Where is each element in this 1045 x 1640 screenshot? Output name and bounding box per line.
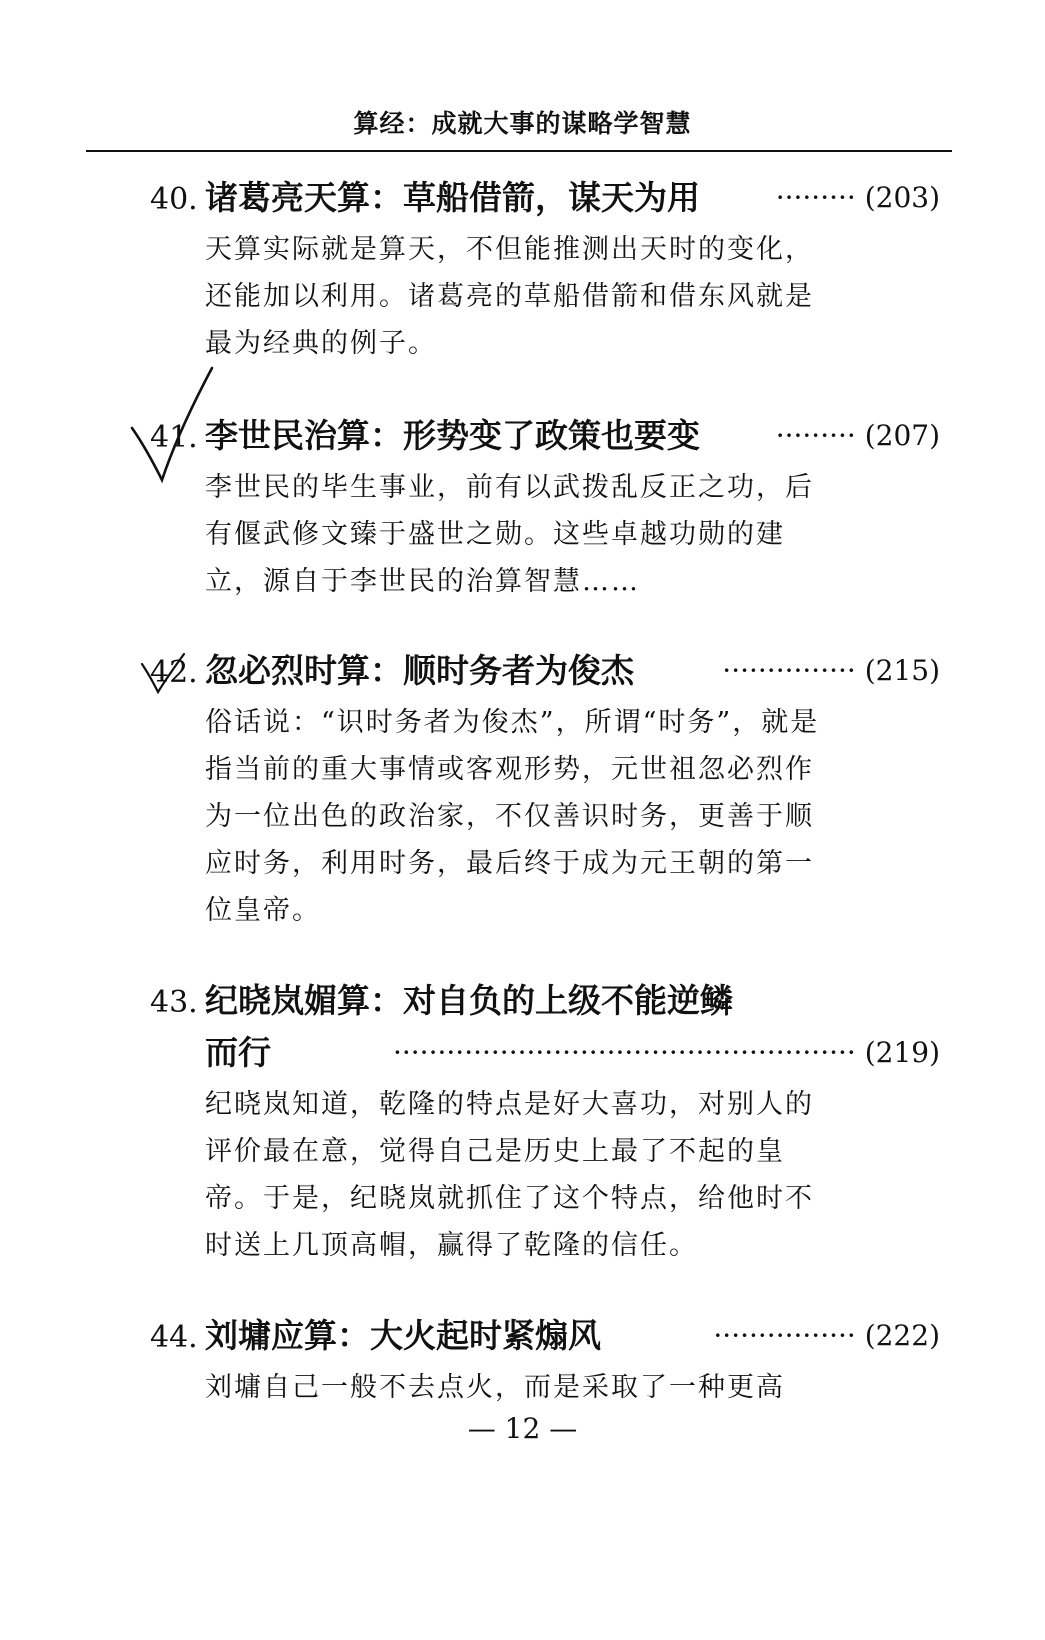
entry-description: 天算实际就是算天，不但能推测出天时的变化，还能加以利用。诸葛亮的草船借箭和借东风就是最为经典的例子。 (205, 234, 814, 359)
toc-entry-41 (150, 410, 940, 605)
entry-title-line (150, 975, 940, 1027)
entry-page-ref: ··············· (215) (722, 645, 940, 697)
entry-description: 刘墉自己一般不去点火，而是采取了一种更高 (205, 1372, 785, 1403)
running-header: 算经：成就大事的谋略学智慧 (353, 109, 692, 138)
entry-title-line (150, 172, 940, 224)
entry-title: 诸葛亮天算：草船借箭，谋天为用 (205, 178, 700, 217)
entry-number: 41. (150, 420, 198, 455)
entry-number: 40. (150, 182, 198, 217)
toc-entry-43 (150, 975, 940, 1269)
entry-title-line (150, 1310, 940, 1362)
entry-description: 俗话说：“识时务者为俊杰”，所谓“时务”，就是指当前的重大事情或客观形势，元世祖忽必烈作为一位出色的政治家，不仅善识时务，更善于顺应时务，利用时务，最后终于成为元王朝的第一位皇帝。 (205, 707, 820, 926)
entry-title-line (150, 645, 940, 697)
entry-page-ref: ········· (203) (776, 172, 940, 224)
page-number: — 12 — (467, 1412, 578, 1445)
entry-title-cont-text: 而行 (205, 1033, 271, 1072)
header-rule (86, 150, 952, 152)
entry-number: 43. (150, 985, 198, 1020)
toc-entry-40 (150, 172, 940, 367)
toc-entry-42 (150, 645, 940, 934)
entry-page-ref: ········· (207) (776, 410, 940, 462)
toc-entry-44 (150, 1310, 940, 1411)
entry-page-ref: ················ (222) (713, 1310, 940, 1362)
entry-title: 李世民治算：形势变了政策也要变 (205, 416, 700, 455)
entry-number: 44. (150, 1320, 198, 1355)
entry-description: 纪晓岚知道，乾隆的特点是好大喜功，对别人的评价最在意，觉得自己是历史上最了不起的皇帝。于是，纪晓岚就抓住了这个特点，给他时不时送上几顶高帽，赢得了乾隆的信任。 (205, 1089, 814, 1261)
entry-title: 忽必烈时算：顺时务者为俊杰 (205, 651, 634, 690)
entry-number: 42. (150, 655, 198, 690)
entry-title: 纪晓岚媚算：对自负的上级不能逆鳞 (205, 981, 733, 1020)
entry-title: 刘墉应算：大火起时紧煽风 (205, 1316, 601, 1355)
entry-title-continuation (150, 1027, 940, 1079)
entry-page-ref: ···················································· (219) (393, 1027, 940, 1079)
entry-title-line (150, 410, 940, 462)
entry-description: 李世民的毕生事业，前有以武拨乱反正之功，后有偃武修文臻于盛世之勋。这些卓越功勋的建立，源自于李世民的治算智慧…… (205, 472, 814, 597)
